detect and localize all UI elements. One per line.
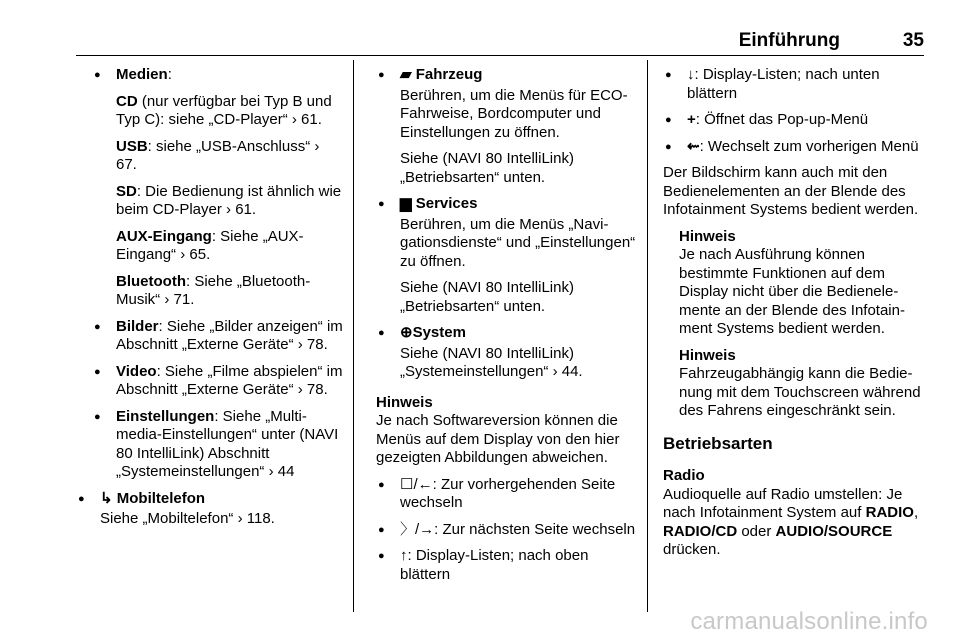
- list-item: ● ▰ Fahrzeug: [376, 66, 638, 85]
- list-item: ● Medien:: [92, 66, 344, 85]
- watermark: carmanualsonline.info: [690, 608, 928, 635]
- column-2: [376, 66, 638, 592]
- list-item: SD: Die Bedienung ist ähnlich wie beim CD-Player › 61.: [116, 182, 342, 218]
- page-number: 35: [902, 30, 924, 51]
- list-item: ● Einstellungen: Siehe „Multimedia-Einstellungen“ unter (NAVI 80 IntelliLink) Abschnitt „Systemeinstellungen“ › 44: [92, 408, 344, 482]
- page-ref-icon: ›: [237, 510, 243, 527]
- subsection-heading: Radio: [663, 467, 705, 484]
- column-divider: [647, 60, 648, 612]
- list-item: ● ↳ Mobiltelefon: [76, 490, 344, 509]
- list-item: ● ↓: Display-Listen; nach unten blättern: [663, 66, 928, 103]
- arrow-up-icon: ↑: [400, 547, 408, 564]
- list-item: AUX-Eingang: Siehe „AUX-Eingang“ › 65.: [116, 227, 304, 263]
- page-ref-icon: ›: [226, 201, 232, 218]
- page-ref-icon: ›: [180, 246, 186, 263]
- note: Hinweis Fahrzeugabhängig kann die Bedienung mit dem Touchscreen während des Fahrens eingeschränkt sein.: [679, 346, 921, 419]
- paragraph: Berühren, um die Menüs für ECO-Fahrweise, Bordcomputer und Einstellungen zu öffnen.: [400, 86, 628, 141]
- column-divider: [353, 60, 354, 612]
- paragraph: Siehe (NAVI 80 IntelliLink) „Systemeinstellungen“ › 44.: [400, 344, 583, 380]
- list-item: ● Video: Siehe „Filme abspielen“ im Abschnitt „Externe Geräte“ › 78.: [92, 363, 344, 400]
- list-item: ● ⊕System: [376, 324, 638, 343]
- page-ref-icon: ›: [291, 111, 297, 128]
- plus-icon: +: [687, 111, 696, 128]
- note: Hinweis Je nach Ausführung können bestimmte Funktionen auf dem Display nicht über die Bedienelemente an der Blende des Infotainment Systems bedient werden.: [679, 227, 905, 337]
- page-ref-icon: ›: [164, 291, 170, 308]
- paragraph: Der Bildschirm kann auch mit den Bedienelementen an der Blende des Infotainment Systems bedient werden.: [663, 164, 919, 218]
- paragraph: Audioquelle auf Radio umstellen: Je nach Infotainment System auf RADIO, RADIO/CD oder AUDIO/SOURCE drücken.: [663, 485, 919, 558]
- arrow-down-icon: ↓: [687, 66, 695, 83]
- page-ref-icon: ›: [297, 381, 303, 398]
- section-heading: Betriebsarten: [663, 433, 773, 453]
- car-icon: ▰: [400, 66, 412, 83]
- list-item: ● 〉/→: Zur nächsten Seite wechseln: [376, 521, 638, 540]
- note: Hinweis Je nach Softwareversion können die Menüs auf dem Display von den hier gezeigten Abbildungen abweichen.: [376, 393, 620, 466]
- page-ref-icon: ›: [297, 336, 303, 353]
- list-item: ● ↑: Display-Listen; nach oben blättern: [376, 547, 638, 584]
- paragraph: Berühren, um die Menüs „Navigationsdienste“ und „Einstellungen“ zu öffnen.: [400, 215, 636, 270]
- page-ref-icon: ›: [552, 363, 558, 380]
- back-icon: ⇜: [687, 137, 700, 155]
- column-1: [92, 66, 344, 537]
- page-ref-icon: ›: [314, 137, 320, 155]
- list-item: Bluetooth: Siehe „Bluetooth-Musik“ › 71.: [116, 272, 311, 308]
- list-item: ● ☐/←: Zur vorhergehenden Seite wechseln: [376, 476, 638, 513]
- list-item: ● Bilder: Siehe „Bilder anzeigen“ im Abschnitt „Externe Geräte“ › 78.: [92, 318, 344, 355]
- paragraph: Siehe (NAVI 80 IntelliLink) „Betriebsarten“ unten.: [400, 279, 574, 315]
- list-item: USB: siehe „USB-Anschluss“ › 67.: [116, 137, 320, 173]
- header-rule: [76, 55, 924, 56]
- page-header: [76, 30, 924, 52]
- page-ref-icon: ›: [268, 463, 274, 480]
- services-icon: ▆: [400, 195, 412, 212]
- next-page-icon: 〉/→: [400, 520, 435, 538]
- list-item: ● ⇜: Wechselt zum vorherigen Menü: [663, 138, 928, 157]
- paragraph: Siehe (NAVI 80 IntelliLink) „Betriebsarten“ unten.: [400, 150, 574, 186]
- system-icon: ⊕: [400, 324, 413, 341]
- list-item: CD (nur verfügbar bei Typ B und Typ C): siehe „CD-Player“ › 61.: [116, 92, 332, 128]
- column-3: [663, 66, 928, 568]
- prev-page-icon: ☐/←: [400, 475, 433, 493]
- list-item: ● +: Öffnet das Pop-up-Menü: [663, 111, 928, 130]
- page-title: Einführung: [738, 30, 840, 51]
- list-item: Siehe „Mobiltelefon“ › 118.: [100, 510, 275, 527]
- phone-icon: ↳: [100, 489, 113, 507]
- list-item: ● ▆ Services: [376, 195, 638, 214]
